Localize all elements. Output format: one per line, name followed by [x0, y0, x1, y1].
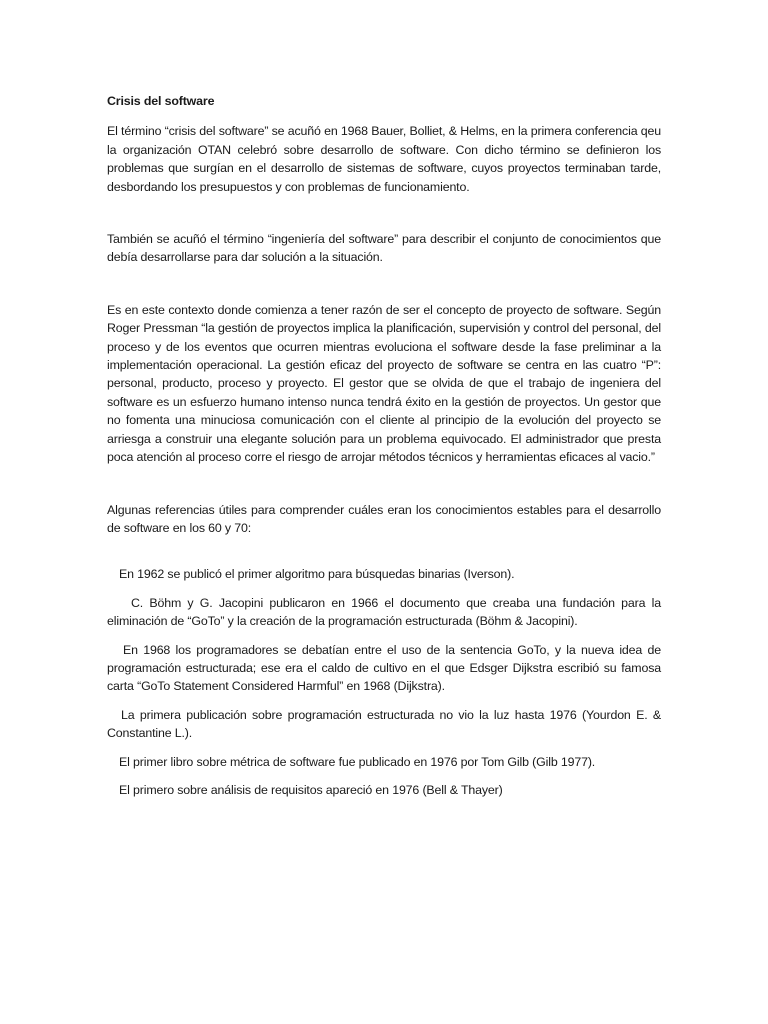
reference-item-bell-thayer: El primero sobre análisis de requisitos apareció en 1976 (Bell & Thayer) [119, 782, 503, 797]
paragraph-pressman-quote: Es en este contexto donde comienza a tener razón de ser el concepto de proyecto de software. Según Roger Pressman “la gestión de proyectos implica la planificación, supervisión y control del personal, del proceso y de los eventos que ocurren mientras evoluciona el software desde la fase preliminar a la implementación operacional. La gestión eficaz del proyecto de software se centra en las cuatro “P”: personal, producto, proceso y proyecto. El gestor que se olvida de que el trabajo de ingeniera del software es un esfuerzo humano intenso nunca tendrá éxito en la gestión de proyectos. Un gestor que no fomenta una minuciosa comunicación con el cliente al principio de la evolución del proyecto se arriesga a construir una elegante solución para un problema equivocado. El administrador que presta poca atención al proceso corre el riesgo de arrojar métodos técnicos y herramientas eficaces al vacio.” [107, 302, 661, 465]
spacer [107, 537, 661, 565]
reference-item-yourdon: La primera publicación sobre programación estructurada no vio la luz hasta 1976 (Yourdon E. & Constantine L.). [107, 707, 661, 741]
spacer [107, 196, 661, 230]
spacer [107, 267, 661, 301]
document-title: Crisis del software [107, 94, 215, 108]
paragraph-crisis-definition: El término “crisis del software” se acuñó en 1968 Bauer, Bolliet, & Helms, en la primera conferencia qeu la organización OTAN celebró sobre desarrollo de software. Con dicho término se definieron los problemas que surgían en el desarrollo de sistemas de software, cuyos proyectos terminaban tarde, desbordando los presupuestos y con problemas de funcionamiento. [107, 124, 661, 194]
reference-item-iverson: En 1962 se publicó el primer algoritmo para búsquedas binarias (Iverson). [119, 567, 515, 582]
reference-item-gilb: El primer libro sobre métrica de software fue publicado en 1976 por Tom Gilb (Gilb 1977). [119, 754, 596, 769]
document-page [107, 92, 661, 799]
paragraph-references-intro: Algunas referencias útiles para comprender cuáles eran los conocimientos estables para el desarrollo de software en los 60 y 70: [107, 502, 661, 535]
reference-item-bohm-jacopini: C. Böhm y G. Jacopini publicaron en 1966 el documento que creaba una fundación para la eliminación de “GoTo” y la creación de la programación estructurada (Böhm & Jacopini). [107, 595, 661, 629]
spacer [107, 467, 661, 501]
paragraph-software-engineering: También se acuñó el término “ingeniería del software” para describir el conjunto de conocimientos que debía desarrollarse para dar solución a la situación. [107, 232, 661, 265]
reference-item-dijkstra: En 1968 los programadores se debatían entre el uso de la sentencia GoTo, y la nueva idea de programación estructurada; ese era el caldo de cultivo en el que Edsger Dijkstra escribió su famosa carta “GoTo Statement Considered Harmful” en 1968 (Dijkstra). [107, 642, 661, 694]
